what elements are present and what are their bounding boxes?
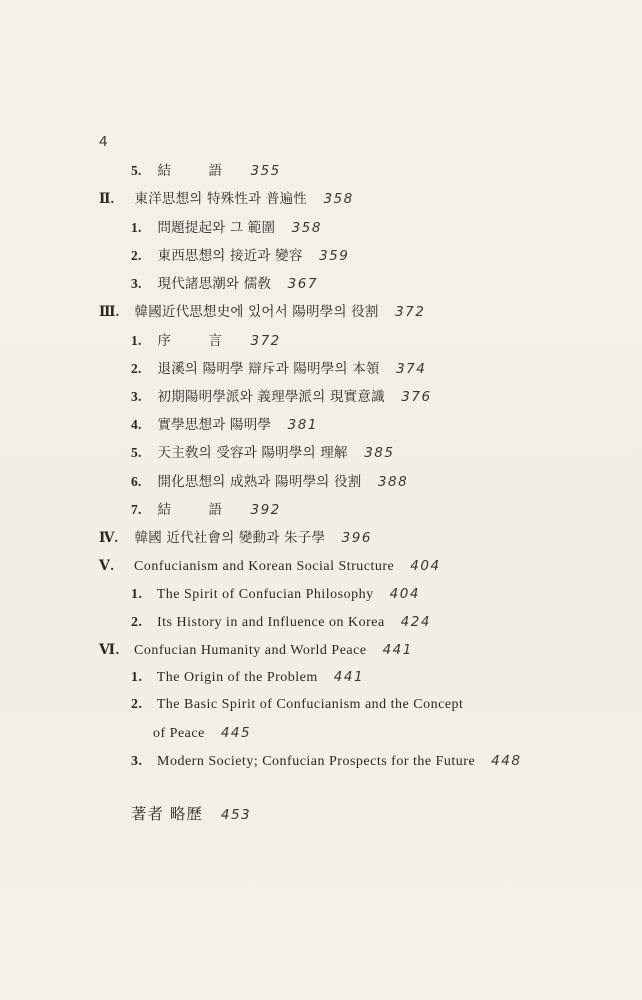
toc-entry-page: 372 [250, 333, 281, 349]
toc-entry-number: 1. [131, 220, 142, 235]
appendix-entry [131, 802, 251, 824]
toc-entry-page: 392 [250, 502, 281, 518]
toc-entry-page: 404 [410, 558, 441, 574]
toc-entry-page: 358 [291, 220, 322, 236]
toc-entry-title: Confucian Humanity and World Peace [134, 643, 367, 658]
toc-entry-number: 3. [131, 389, 142, 404]
toc-entry-page: 385 [364, 445, 395, 461]
toc-entry-number: 1. [131, 670, 143, 685]
toc-entry [131, 585, 420, 604]
toc-entry-page: 381 [287, 417, 318, 433]
toc-entry [131, 275, 318, 293]
toc-entry-page: 424 [400, 614, 431, 630]
toc-entry-number: 4. [131, 417, 142, 432]
toc-entry-title: 結 語 [157, 502, 234, 518]
toc-entry [131, 388, 432, 406]
toc-entry-page: 404 [389, 586, 420, 602]
toc-entry-number: 2. [131, 615, 143, 630]
toc-entry-number: 5. [131, 163, 142, 178]
toc-entry [99, 557, 441, 576]
toc-entry [131, 219, 322, 237]
toc-entry-title: 結 語 [157, 163, 234, 179]
toc-entry [131, 360, 426, 378]
toc-entry-page: 445 [220, 725, 252, 741]
toc-entry-page: 374 [396, 361, 427, 377]
toc-entry-title: Confucianism and Korean Social Structure [134, 559, 395, 574]
toc-entry-title: 天主敎의 受容과 陽明學의 理解 [157, 445, 348, 461]
toc-entry-roman-number: Ⅲ. [99, 304, 120, 319]
toc-entry-continuation [153, 724, 251, 743]
toc-entry-number: 6. [131, 474, 142, 489]
toc-entry-number: 5. [131, 445, 142, 460]
toc-entry [131, 752, 521, 771]
toc-entry-page: 448 [491, 753, 522, 769]
toc-entry-page: 396 [341, 530, 372, 546]
toc-entry [131, 501, 281, 519]
toc-entry-number: 1. [131, 333, 142, 348]
toc-entry [131, 416, 318, 434]
toc-entry-title: 東西思想의 接近과 變容 [157, 248, 303, 264]
appendix-title: 著者 略歷 [131, 805, 203, 823]
toc-entry [131, 332, 281, 350]
toc-entry-title: 問題提起와 그 範圍 [157, 220, 276, 236]
toc-entry-title: 韓國近代思想史에 있어서 陽明學의 役割 [134, 304, 379, 320]
toc-entry-number: 2. [131, 697, 143, 712]
toc-entry [99, 303, 425, 321]
toc-entry-roman-number: Ⅳ. [99, 530, 119, 545]
toc-entry-roman-number: Ⅴ. [99, 559, 115, 574]
toc-entry [131, 162, 281, 180]
toc-entry-page: 355 [250, 163, 281, 179]
toc-entry-roman-number: Ⅵ. [99, 643, 120, 658]
toc-entry-number: 3. [131, 754, 143, 769]
toc-entry [131, 473, 408, 491]
toc-entry-title: Its History in and Influence on Korea [157, 615, 385, 630]
toc-entry-page: 376 [401, 389, 432, 405]
toc-entry [99, 190, 354, 208]
toc-entry-page: 372 [395, 304, 426, 320]
toc-entry-title: The Spirit of Confucian Philosophy [156, 587, 374, 602]
toc-entry-title: Modern Society; Confucian Prospects for the Future [157, 754, 476, 769]
toc-entry-title: 現代諸思潮와 儒敎 [157, 276, 272, 292]
toc-entry-page: 359 [319, 248, 350, 264]
toc-entry-page: 388 [377, 474, 409, 490]
toc-entry-page: 358 [323, 191, 354, 207]
toc-entry-number: 2. [131, 361, 142, 376]
toc-entry [99, 641, 413, 660]
toc-entry [131, 696, 463, 714]
toc-entry [131, 668, 364, 687]
toc-entry-title: 韓國 近代社會의 變動과 朱子學 [134, 530, 326, 546]
toc-entry [131, 444, 394, 462]
toc-entry-title: 退溪의 陽明學 辯斥과 陽明學의 本領 [157, 361, 380, 377]
toc-entry-roman-number: Ⅱ. [99, 191, 115, 206]
toc-entry-title: of Peace [153, 726, 205, 741]
toc-entry [131, 613, 431, 632]
toc-entry-number: 3. [131, 276, 142, 291]
toc-entry-page: 441 [333, 669, 365, 685]
toc-entry-page: 367 [287, 276, 318, 292]
toc-entry [131, 247, 349, 265]
toc-entry-number: 7. [131, 502, 142, 517]
toc-entry-title: The Basic Spirit of Confucianism and the Concept [156, 697, 464, 712]
toc-entry-title: 實學思想과 陽明學 [157, 417, 272, 433]
toc-entry-title: 東洋思想의 特殊性과 普遍性 [134, 191, 307, 207]
page-number: 4 [99, 133, 108, 150]
toc-entry-title: The Origin of the Problem [156, 670, 318, 685]
toc-entry [99, 529, 372, 547]
appendix-page: 453 [220, 807, 252, 823]
toc-entry-title: 開化思想의 成熟과 陽明學의 役割 [157, 474, 362, 490]
toc-entry-number: 1. [131, 587, 143, 602]
toc-entry-number: 2. [131, 248, 142, 263]
toc-entry-page: 441 [382, 642, 413, 658]
toc-entry-title: 初期陽明學派와 義理學派의 現實意識 [157, 389, 385, 405]
toc-entry-title: 序 言 [157, 333, 234, 349]
